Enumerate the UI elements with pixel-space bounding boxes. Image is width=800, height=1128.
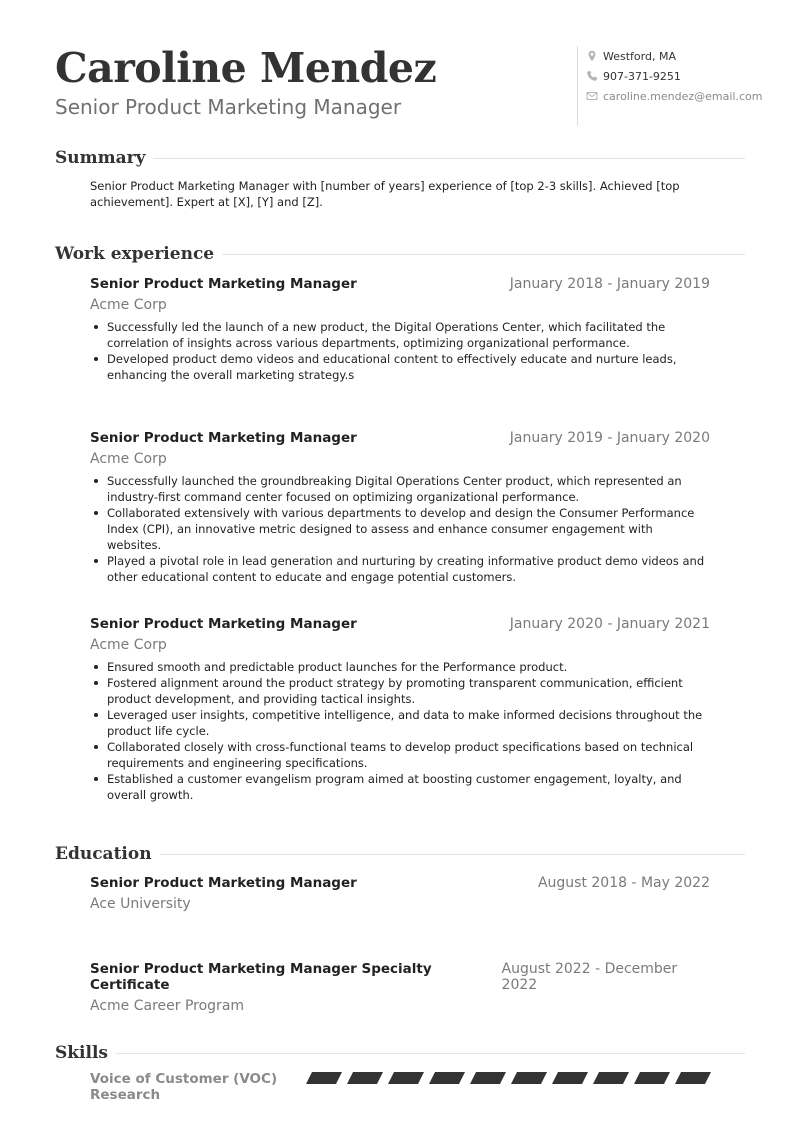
summary-section-heading bbox=[55, 148, 745, 168]
bullet-item: Fostered alignment around the product strategy by promoting transparent communication, efficient product development, and providing tactical insights. bbox=[90, 675, 710, 707]
phone-icon bbox=[586, 70, 598, 82]
work-bullets bbox=[90, 473, 710, 585]
work-entry bbox=[90, 276, 710, 383]
bullet-item: Played a pivotal role in lead generation and nurturing by creating informative product demo videos and other educational content to educate and engage potential customers. bbox=[90, 553, 710, 585]
resume-header bbox=[55, 42, 436, 120]
candidate-name: Caroline Mendez bbox=[55, 44, 437, 92]
education-degree: Senior Product Marketing Manager bbox=[90, 875, 357, 891]
section-divider bbox=[222, 254, 745, 255]
summary-heading-text: Summary bbox=[55, 148, 146, 168]
candidate-title: Senior Product Marketing Manager bbox=[55, 95, 402, 119]
contact-email[interactable] bbox=[586, 86, 777, 106]
skill-level-segment bbox=[634, 1072, 670, 1084]
work-role: Senior Product Marketing Manager bbox=[90, 430, 357, 446]
section-divider bbox=[160, 854, 745, 855]
work-role: Senior Product Marketing Manager bbox=[90, 616, 357, 632]
work-bullets bbox=[90, 659, 710, 803]
skill-level-bar bbox=[306, 1072, 716, 1084]
skill-level-segment bbox=[388, 1072, 424, 1084]
skill-level-segment bbox=[306, 1072, 342, 1084]
skill-level-segment bbox=[552, 1072, 588, 1084]
location-pin-icon bbox=[586, 50, 598, 62]
education-entry bbox=[90, 961, 710, 1014]
bullet-item: Collaborated closely with cross-functional teams to develop product specifications based on technical requirements and engineering specifications. bbox=[90, 739, 710, 771]
contact-phone bbox=[586, 66, 777, 86]
skill-level-segment bbox=[347, 1072, 383, 1084]
work-section-heading bbox=[55, 244, 745, 264]
bullet-item: Ensured smooth and predictable product launches for the Performance product. bbox=[90, 659, 710, 675]
work-date: January 2018 - January 2019 bbox=[509, 276, 710, 292]
bullet-item: Successfully led the launch of a new product, the Digital Operations Center, which facilitated the correlation of insights across various departments, optimizing organizational performance. bbox=[90, 319, 710, 351]
work-entry bbox=[90, 616, 710, 803]
work-date: January 2020 - January 2021 bbox=[509, 616, 710, 632]
bullet-item: Leveraged user insights, competitive intelligence, and data to make informed decisions throughout the product life cycle. bbox=[90, 707, 710, 739]
section-divider bbox=[116, 1053, 745, 1054]
work-company: Acme Corp bbox=[90, 451, 167, 467]
education-date: August 2018 - May 2022 bbox=[537, 875, 710, 891]
email-text[interactable]: caroline.mendez@email.com bbox=[603, 89, 763, 103]
bullet-item: Successfully launched the groundbreaking Digital Operations Center product, which represented an industry-first command center focused on optimizing organizational performance. bbox=[90, 473, 710, 505]
skill-level-segment bbox=[511, 1072, 547, 1084]
education-institution: Acme Career Program bbox=[90, 998, 245, 1014]
work-company: Acme Corp bbox=[90, 637, 167, 653]
work-company: Acme Corp bbox=[90, 297, 167, 313]
work-heading-text: Work experience bbox=[55, 244, 215, 264]
education-entry bbox=[90, 875, 710, 912]
work-bullets bbox=[90, 319, 710, 383]
skill-name: Voice of Customer (VOC) Research bbox=[90, 1071, 278, 1103]
section-divider bbox=[153, 158, 745, 159]
contact-block bbox=[577, 46, 777, 126]
skill-level-segment bbox=[593, 1072, 629, 1084]
education-institution: Ace University bbox=[90, 896, 191, 912]
skills-section-heading bbox=[55, 1043, 745, 1063]
bullet-item: Established a customer evangelism program aimed at boosting customer engagement, loyalty, and overall growth. bbox=[90, 771, 710, 803]
skills-heading-text: Skills bbox=[55, 1043, 109, 1063]
email-envelope-icon bbox=[586, 90, 598, 102]
work-date: January 2019 - January 2020 bbox=[509, 430, 710, 446]
work-role: Senior Product Marketing Manager bbox=[90, 276, 357, 292]
education-heading-text: Education bbox=[55, 844, 152, 864]
education-degree: Senior Product Marketing Manager Specialty Certificate bbox=[90, 961, 432, 993]
bullet-item: Developed product demo videos and educational content to effectively educate and nurture leads, enhancing the overall marketing strategy.s bbox=[90, 351, 710, 383]
education-date: August 2022 - December 2022 bbox=[501, 961, 678, 993]
summary-text: Senior Product Marketing Manager with [number of years] experience of [top 2-3 skills]. Achieved [top achievement]. Expert at [X], [Y] and [Z]. bbox=[90, 179, 680, 209]
skill-level-segment bbox=[675, 1072, 711, 1084]
skill-level-segment bbox=[429, 1072, 465, 1084]
education-section-heading bbox=[55, 844, 745, 864]
skill-level-segment bbox=[470, 1072, 506, 1084]
bullet-item: Collaborated extensively with various departments to develop and design the Consumer Performance Index (CPI), an innovative metric designed to assess and enhance consumer engagement with websites. bbox=[90, 505, 710, 553]
phone-text: 907-371-9251 bbox=[603, 69, 681, 83]
work-entry bbox=[90, 430, 710, 585]
contact-location bbox=[586, 46, 777, 66]
location-text: Westford, MA bbox=[603, 49, 676, 63]
